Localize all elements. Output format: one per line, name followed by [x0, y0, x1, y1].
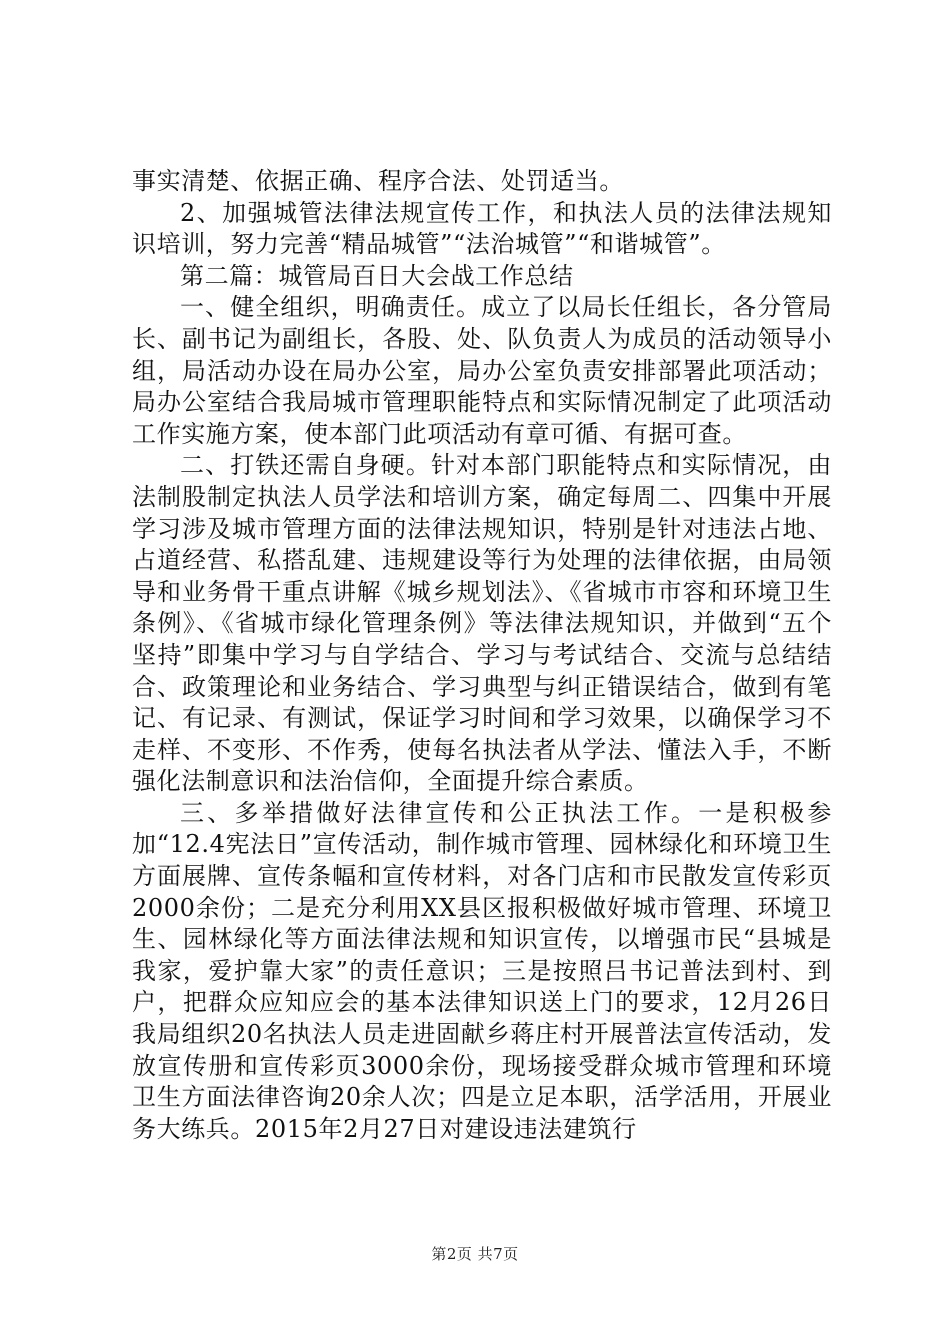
paragraph-section-1: 一、健全组织，明确责任。成立了以局长任组长，各分管局长、副书记为副组长，各股、处、队负责人为成员的活动领导小组，局活动办设在局办公室，局办公室负责安排部署此项活动；局办公室结合我局城市管理职能特点和实际情况制定了此项活动工作实施方案，使本部门此项活动有章可循、有据可查。 — [132, 293, 832, 448]
paragraph-section-3: 三、多举措做好法律宣传和公正执法工作。一是积极参加“12.4宪法日”宣传活动，制作城市管理、园林绿化和环境卫生方面展牌、宣传条幅和宣传材料，对各门店和市民散发宣传彩页2000余份；二是充分利用XX县区报积极做好城市管理、环境卫生、园林绿化等方面法律法规和知识宣传，以增强市民“县城是我家，爱护靠大家”的责任意识；三是按照吕书记普法到村、到户，把群众应知应会的基本法律知识送上门的要求，12月26日我局组织20名执法人员走进固献乡蒋庄村开展普法宣传活动，发放宣传册和宣传彩页3000余份，现场接受群众城市管理和环境卫生方面法律咨询20余人次；四是立足本职，活学活用，开展业务大练兵。2015年2月27日对建设违法建筑行 — [132, 798, 832, 1143]
paragraph-section-2: 二、打铁还需自身硬。针对本部门职能特点和实际情况，由法制股制定执法人员学法和培训方案，确定每周二、四集中开展学习涉及城市管理方面的法律法规知识，特别是针对违法占地、占道经营、私搭乱建、违规建设等行为处理的法律依据，由局领导和业务骨干重点讲解《城乡规划法》、《省城市市容和环境卫生条例》、《省城市绿化管理条例》等法律法规知识，并做到“五个坚持”即集中学习与自学结合、学习与考试结合、交流与总结结合、政策理论和业务结合、学习典型与纠正错误结合，做到有笔记、有记录、有测试，保证学习时间和学习效果，以确保学习不走样、不变形、不作秀，使每名执法者从学法、懂法入手，不断强化法制意识和法治信仰，全面提升综合素质。 — [132, 451, 832, 796]
page-number-footer: 第2页 共7页 — [431, 1245, 519, 1263]
paragraph-continuation: 事实清楚、依据正确、程序合法、处罚适当。 — [132, 167, 624, 195]
document-body — [132, 166, 832, 1145]
paragraph-item-2: 2、加强城管法律法规宣传工作，和执法人员的法律法规知识培训，努力完善“精品城管”“法治城管”“和谐城管”。 — [132, 198, 832, 259]
section-heading: 第二篇：城管局百日大会战工作总结 — [180, 261, 574, 290]
